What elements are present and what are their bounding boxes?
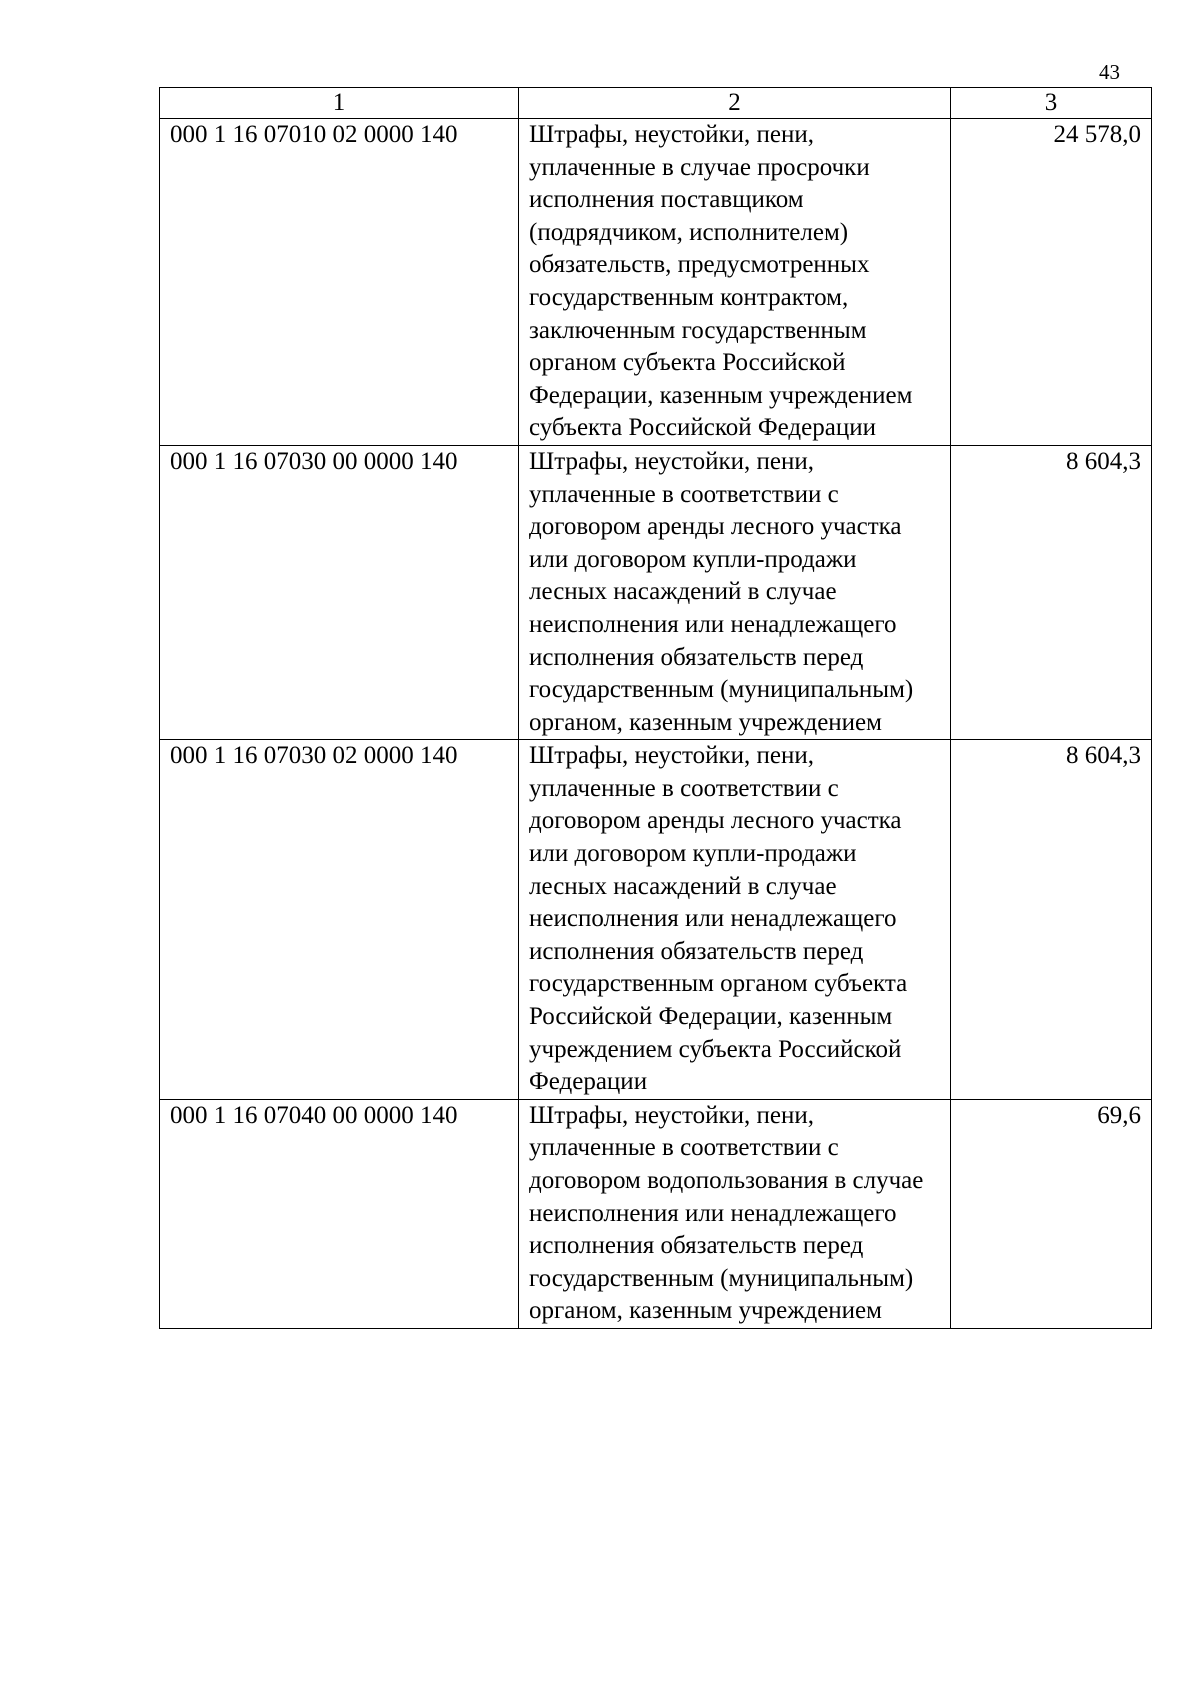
column-header-code: 1 <box>160 88 519 119</box>
table-row <box>160 1099 1152 1328</box>
row-code: 000 1 16 07010 02 0000 140 <box>160 119 519 446</box>
row-code: 000 1 16 07030 02 0000 140 <box>160 740 519 1100</box>
row-description: Штрафы, неустойки, пени, уплаченные в соответствии с договором водопользования в случае неисполнения или ненадлежащего исполнения обязательств перед государственным (муниципальным) органом, казенным учреждением <box>519 1099 951 1328</box>
table-row <box>160 119 1152 446</box>
row-amount: 69,6 <box>951 1099 1152 1328</box>
row-amount: 8 604,3 <box>951 445 1152 739</box>
row-amount: 24 578,0 <box>951 119 1152 446</box>
row-description: Штрафы, неустойки, пени, уплаченные в соответствии с договором аренды лесного участка или договором купли-продажи лесных насаждений в случае неисполнения или ненадлежащего исполнения обязательств перед государственным (муниципальным) органом, казенным учреждением <box>519 445 951 739</box>
table-row <box>160 740 1152 1100</box>
row-description: Штрафы, неустойки, пени, уплаченные в соответствии с договором аренды лесного участка или договором купли-продажи лесных насаждений в случае неисполнения или ненадлежащего исполнения обязательств перед государственным органом субъекта Российской Федерации, казенным учреждением субъекта Российской Федерации <box>519 740 951 1100</box>
column-header-amount: 3 <box>951 88 1152 119</box>
row-description: Штрафы, неустойки, пени, уплаченные в случае просрочки исполнения поставщиком (подрядчиком, исполнителем) обязательств, предусмотренных государственным контрактом, заключенным государственным органом субъекта Российской Федерации, казенным учреждением субъекта Российской Федерации <box>519 119 951 446</box>
page-number: 43 <box>1099 60 1120 84</box>
row-amount: 8 604,3 <box>951 740 1152 1100</box>
table-row <box>160 445 1152 739</box>
row-code: 000 1 16 07030 00 0000 140 <box>160 445 519 739</box>
revenue-table <box>159 87 1152 1329</box>
row-code: 000 1 16 07040 00 0000 140 <box>160 1099 519 1328</box>
table-header-row <box>160 88 1152 119</box>
column-header-description: 2 <box>519 88 951 119</box>
